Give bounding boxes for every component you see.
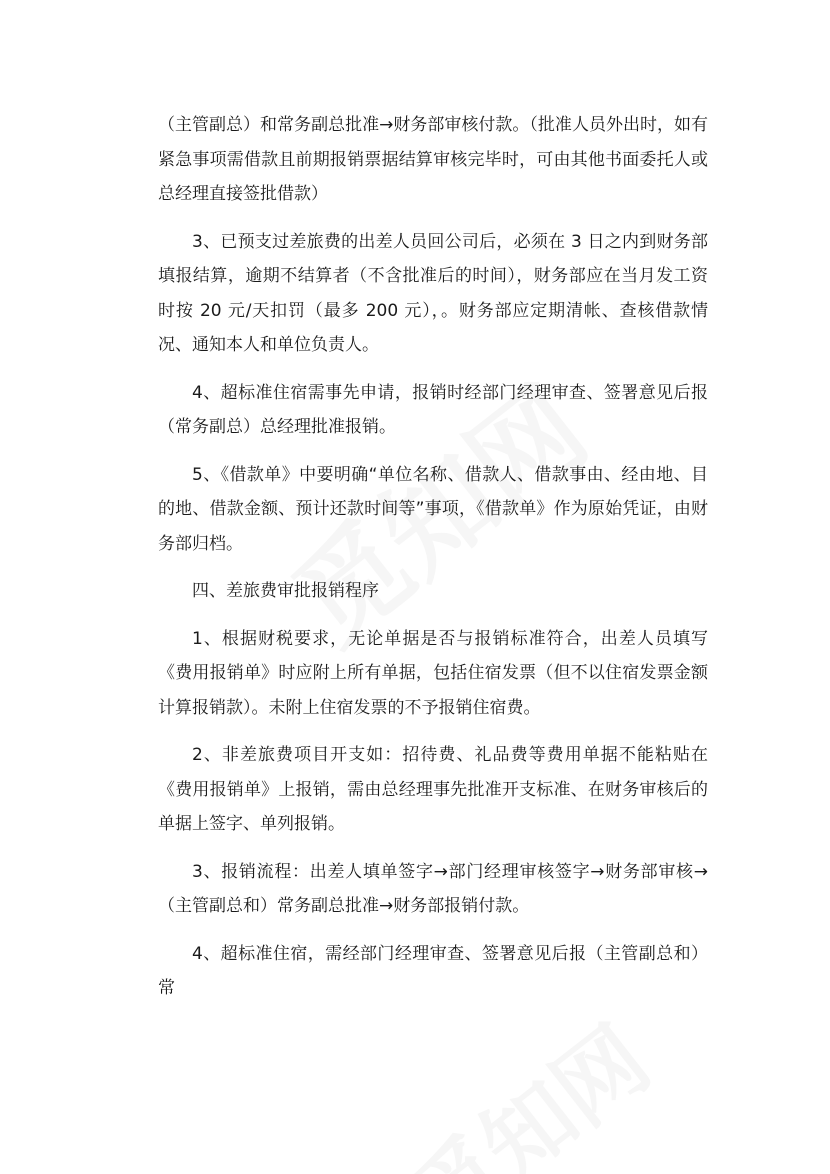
paragraph-step-4: 4、超标准住宿，需经部门经理审查、签署意见后报（主管副总和）常	[158, 943, 708, 998]
paragraph-continuation: （主管副总）和常务副总批准→财务部审核付款。（批准人员外出时，如有紧急事项需借款且前期报销票据结算审核完毕时，可由其他书面委托人或总经理直接签批借款）	[158, 115, 708, 204]
document-body	[158, 108, 708, 1019]
paragraph-item-4: 4、超标准住宿需事先申请，报销时经部门经理审查、签署意见后报（常务副总）总经理批准报销。	[158, 382, 708, 437]
paragraph-item-5: 5、《借款单》中要明确“单位名称、借款人、借款事由、经由地、目的地、借款金额、预计还款时间等”事项，《借款单》作为原始凭证，由财务部归档。	[158, 464, 708, 554]
paragraph-item-3: 3、已预支过差旅费的出差人员回公司后，必须在 3 日之内到财务部填报结算，逾期不结算者（不含批准后的时间），财务部应在当月发工资时按 20 元/天扣罚（最多 200 元），。财务部应定期清帐、查核借款情况、通知本人和单位负责人。	[158, 231, 708, 355]
paragraph-step-2: 2、非差旅费项目开支如：招待费、礼品费等费用单据不能粘贴在《费用报销单》上报销，需由总经理事先批准开支标准、在财务审核后的单据上签字、单列报销。	[158, 745, 708, 834]
section-heading: 四、差旅费审批报销程序	[192, 581, 379, 601]
paragraph-step-1: 1、根据财税要求，无论单据是否与报销标准符合，出差人员填写《费用报销单》时应附上所有单据，包括住宿发票（但不以住宿发票金额计算报销款）。未附上住宿发票的不予报销住宿费。	[158, 628, 708, 718]
paragraph-step-3: 3、报销流程：出差人填单签字→部门经理审核签字→财务部审核→（主管副总和）常务副总批准→财务部报销付款。	[158, 861, 708, 916]
